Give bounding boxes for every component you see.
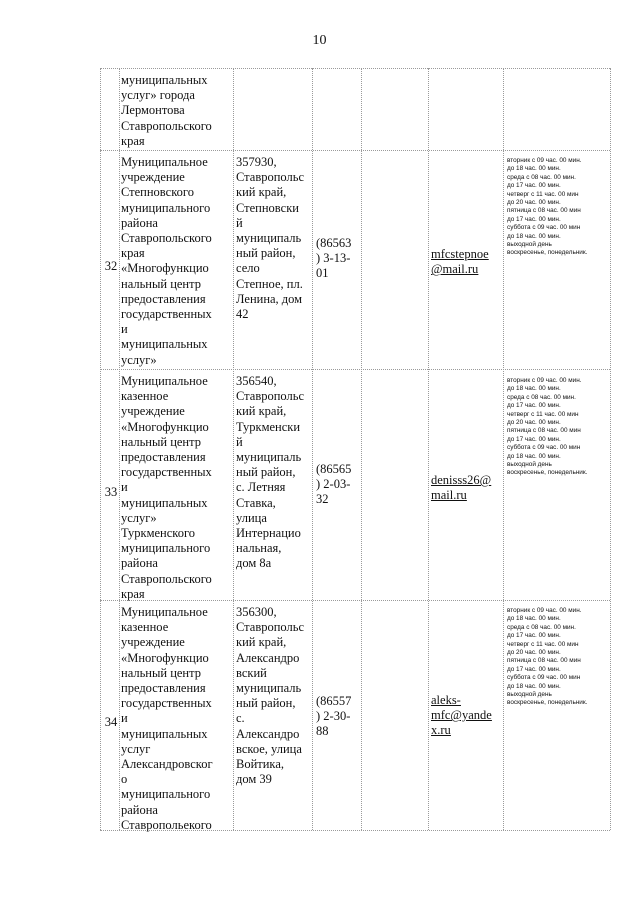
name-line: Ставропольского (121, 118, 212, 133)
name-line: «Многофункцио (121, 650, 209, 665)
row-34-address (236, 605, 312, 787)
address-line: й (236, 434, 243, 449)
schedule-line: суббота с 09 час. 00 мин (507, 674, 581, 682)
address-line: 42 (236, 307, 249, 322)
row-32-email[interactable] (431, 247, 501, 277)
name-line: муниципальных (121, 337, 208, 352)
row-32-phone (316, 236, 360, 282)
page-number: 10 (312, 33, 327, 48)
address-line: Степновски (236, 200, 299, 215)
name-line: предоставления (121, 291, 206, 306)
address-line: вское, улица (236, 741, 302, 756)
phone-line: (86563 (316, 236, 352, 250)
address-line: ный район, (236, 696, 296, 711)
name-line: Муниципальное (121, 374, 208, 388)
row-34-number: 34 (104, 715, 118, 729)
phone-line: 01 (316, 266, 329, 281)
name-line: муниципальных (121, 495, 208, 510)
schedule-line: вторник с 09 час. 00 мин. (507, 377, 582, 384)
address-line: 356540, (236, 374, 277, 388)
phone-line: ) 3-13- (316, 251, 351, 266)
row-33-schedule (507, 377, 611, 478)
address-line: кий край, (236, 635, 287, 650)
name-line: нальный центр (121, 665, 201, 680)
schedule-line: до 20 час. 00 мин. (507, 649, 561, 657)
address-line: й (236, 215, 243, 230)
email-link[interactable] (431, 473, 501, 503)
name-line: края (121, 246, 145, 261)
schedule-line: среда с 08 час. 00 мин. (507, 623, 576, 631)
address-line: дом 8а (236, 556, 272, 571)
name-line: и (121, 322, 128, 337)
grid-line (233, 68, 234, 830)
phone-line: (86557 (316, 694, 352, 708)
address-line: Александро (236, 650, 300, 665)
name-line: предоставления (121, 681, 206, 696)
grid-line (100, 150, 610, 151)
schedule-line: пятница с 08 час. 00 мин (507, 207, 581, 215)
address-line: село (236, 261, 260, 276)
address-line: кий край, (236, 185, 287, 200)
schedule-line: до 18 час. 00 мин. (507, 165, 561, 173)
name-line: государственных (121, 696, 212, 711)
name-line: учреждение (121, 170, 185, 185)
email-line: @mail.ru (431, 262, 479, 277)
address-line: нальная, (236, 541, 282, 556)
name-line: услуг (121, 741, 151, 756)
name-line: Туркменского (121, 526, 196, 541)
name-line: услуг» города (121, 88, 195, 103)
name-line: и (121, 480, 128, 495)
schedule-line: воскресенье, понедельник. (507, 249, 588, 257)
schedule-line: до 18 час. 00 мин. (507, 452, 561, 460)
name-line: нальный центр (121, 434, 201, 449)
address-line: Ставка, (236, 495, 276, 510)
address-line: вский (236, 665, 267, 680)
name-line: казенное (121, 620, 169, 635)
schedule-line: четверг с 11 час. 00 мин (507, 410, 579, 418)
grid-line (503, 68, 504, 830)
row-32-number: 32 (104, 259, 118, 273)
grid-line (312, 68, 313, 830)
name-line: Степновского (121, 185, 194, 200)
address-line: дом 39 (236, 772, 272, 787)
schedule-line: до 18 час. 00 мин. (507, 232, 561, 240)
email-line: denisss26@ (431, 473, 492, 487)
schedule-line: до 17 час. 00 мин. (507, 632, 561, 640)
row-34-name (121, 605, 231, 833)
schedule-line: до 17 час. 00 мин. (507, 402, 561, 410)
grid-line (361, 68, 362, 830)
schedule-line: среда с 08 час. 00 мин. (507, 173, 576, 181)
name-line: Ставропольекого (121, 817, 212, 832)
name-line: муниципального (121, 787, 211, 802)
name-line: о (121, 772, 128, 787)
name-line: услуг» (121, 510, 157, 525)
row-32-schedule (507, 157, 611, 258)
schedule-line: вторник с 09 час. 00 мин. (507, 607, 582, 614)
schedule-line: до 18 час. 00 мин. (507, 385, 561, 393)
email-line: mfc@yande (431, 708, 492, 723)
address-line: 356300, (236, 605, 277, 619)
schedule-line: воскресенье, понедельник. (507, 699, 588, 707)
email-line: mfcstepnoe (431, 247, 489, 261)
schedule-line: до 20 час. 00 мин. (507, 199, 561, 207)
schedule-line: до 18 час. 00 мин. (507, 615, 561, 623)
grid-line (100, 68, 101, 830)
phone-line: 32 (316, 492, 329, 507)
row-33-number: 33 (104, 485, 118, 499)
phone-line: ) 2-03- (316, 477, 351, 492)
schedule-line: до 17 час. 00 мин. (507, 435, 561, 443)
address-line: улица (236, 510, 267, 525)
address-line: Интернацио (236, 526, 301, 541)
email-line: x.ru (431, 723, 451, 738)
email-link[interactable] (431, 247, 501, 277)
address-line: с. (236, 711, 245, 726)
schedule-line: среда с 08 час. 00 мин. (507, 393, 576, 401)
address-line: ный район, (236, 465, 296, 480)
address-line: Степное, пл. (236, 276, 303, 291)
email-line: mail.ru (431, 488, 467, 503)
schedule-line: воскресенье, понедельник. (507, 469, 588, 477)
row-32-name (121, 155, 231, 368)
name-line: Александровског (121, 757, 213, 772)
schedule-line: выходной день (507, 241, 552, 249)
schedule-line: пятница с 08 час. 00 мин (507, 427, 581, 435)
schedule-line: до 18 час. 00 мин. (507, 682, 561, 690)
email-line: aleks- (431, 693, 461, 707)
row-34-schedule (507, 607, 611, 708)
address-line: Александро (236, 726, 300, 741)
phone-line: 88 (316, 724, 329, 739)
name-line: Муниципальное (121, 155, 208, 169)
schedule-line: суббота с 09 час. 00 мин (507, 224, 581, 232)
grid-line (428, 68, 429, 830)
name-line: Ставропольского (121, 231, 212, 246)
schedule-line: выходной день (507, 461, 552, 469)
name-line: муниципальных (121, 726, 208, 741)
schedule-line: четверг с 11 час. 00 мин (507, 640, 579, 648)
name-line: Ставропольского (121, 571, 212, 586)
row-33-name (121, 374, 231, 602)
row-33-address (236, 374, 312, 572)
address-line: Ставропольс (236, 620, 304, 635)
phone-line: (86565 (316, 462, 352, 476)
schedule-line: выходной день (507, 691, 552, 699)
schedule-line: до 17 час. 00 мин. (507, 182, 561, 190)
address-line: с. Летняя (236, 480, 286, 495)
row-34-phone (316, 694, 360, 740)
name-line: муниципального (121, 541, 211, 556)
name-line: нальный центр (121, 276, 201, 291)
name-line: муниципальных (121, 73, 208, 87)
grid-line (100, 369, 610, 370)
address-line: Войтика, (236, 757, 284, 772)
phone-line: ) 2-30- (316, 709, 351, 724)
row-33-phone (316, 462, 360, 508)
name-line: района (121, 215, 158, 230)
schedule-line: вторник с 09 час. 00 мин. (507, 157, 582, 164)
schedule-line: до 17 час. 00 мин. (507, 215, 561, 223)
address-line: Туркменски (236, 419, 301, 434)
name-line: муниципального (121, 200, 211, 215)
address-line: ный район, (236, 246, 296, 261)
name-line: края (121, 586, 145, 601)
row-34-email[interactable] (431, 693, 501, 739)
address-line: 357930, (236, 155, 277, 169)
schedule-line: пятница с 08 час. 00 мин (507, 657, 581, 665)
name-line: государственных (121, 465, 212, 480)
row-32-address (236, 155, 312, 322)
continuation-name (121, 73, 231, 149)
name-line: услуг» (121, 352, 157, 367)
name-line: государственных (121, 307, 212, 322)
grid-line (100, 68, 610, 69)
schedule-line: до 20 час. 00 мин. (507, 419, 561, 427)
email-link[interactable] (431, 693, 501, 739)
name-line: Лермонтова (121, 103, 185, 118)
name-line: и (121, 711, 128, 726)
name-line: «Многофункцио (121, 261, 209, 276)
name-line: Муниципальное (121, 605, 208, 619)
address-line: Ставропольс (236, 170, 304, 185)
address-line: Ставропольс (236, 389, 304, 404)
address-line: Ленина, дом (236, 291, 303, 306)
name-line: района (121, 802, 158, 817)
schedule-line: до 17 час. 00 мин. (507, 665, 561, 673)
address-line: муниципаль (236, 681, 302, 696)
address-line: муниципаль (236, 231, 302, 246)
address-line: кий край, (236, 404, 287, 419)
name-line: края (121, 133, 145, 148)
schedule-line: четверг с 11 час. 00 мин (507, 190, 579, 198)
name-line: учреждение (121, 635, 185, 650)
schedule-line: суббота с 09 час. 00 мин (507, 444, 581, 452)
row-33-email[interactable] (431, 473, 501, 503)
name-line: предоставления (121, 450, 206, 465)
address-line: муниципаль (236, 450, 302, 465)
name-line: района (121, 556, 158, 571)
name-line: «Многофункцио (121, 419, 209, 434)
name-line: учреждение (121, 404, 185, 419)
name-line: казенное (121, 389, 169, 404)
